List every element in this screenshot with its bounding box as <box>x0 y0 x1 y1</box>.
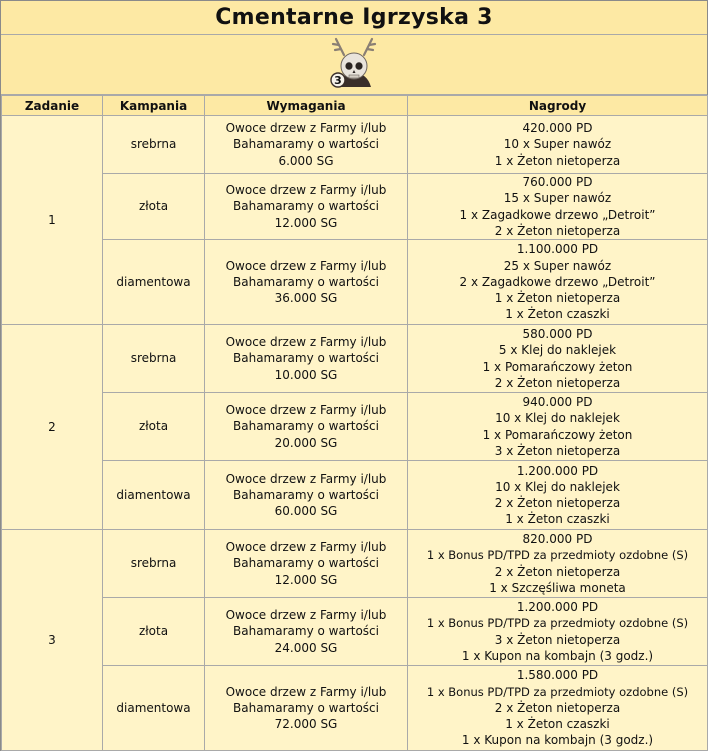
table-row <box>2 116 708 174</box>
rewards-cell <box>408 240 708 325</box>
header-rewards: Nagrody <box>408 96 708 116</box>
rewards-cell <box>408 393 708 461</box>
requirement-line: 20.000 SG <box>274 435 338 450</box>
table-row <box>2 461 708 530</box>
requirement-line: Owoce drzew z Farmy i/lub <box>225 684 387 699</box>
rewards-cell <box>408 116 708 174</box>
requirement-line: 12.000 SG <box>274 215 338 230</box>
reward-line: 1 x Kupon na kombajn (3 godz.) <box>461 648 654 663</box>
reward-line: 1 x Żeton nietoperza <box>494 153 621 168</box>
reward-line: 1.100.000 PD <box>516 242 599 257</box>
table-row <box>2 325 708 393</box>
reward-line: 1 x Żeton czaszki <box>505 307 610 322</box>
requirement-line: Bahamaramy o wartości <box>233 137 379 152</box>
requirement-line: Bahamaramy o wartości <box>233 351 379 366</box>
skull-with-antlers-icon <box>327 35 381 93</box>
reward-line: 1 x Pomarańczowy żeton <box>482 427 633 442</box>
campaign-cell: srebrna <box>103 325 205 393</box>
reward-line: 940.000 PD <box>522 395 593 410</box>
rewards-cell <box>408 461 708 530</box>
header-requirements: Wymagania <box>205 96 408 116</box>
reward-line: 1.200.000 PD <box>516 600 599 615</box>
reward-line: 820.000 PD <box>522 532 593 547</box>
requirement-line: Owoce drzew z Farmy i/lub <box>225 403 387 418</box>
campaign-cell: srebrna <box>103 530 205 598</box>
requirement-line: 10.000 SG <box>274 367 338 382</box>
requirement-line: 60.000 SG <box>274 504 338 519</box>
requirement-line: Bahamaramy o wartości <box>233 487 379 502</box>
requirement-line: 6.000 SG <box>278 153 334 168</box>
reward-line: 1 x Zagadkowe drzewo „Detroit” <box>459 207 656 222</box>
rewards-cell <box>408 325 708 393</box>
table-header-row <box>2 96 708 116</box>
reward-line: 1 x Żeton czaszki <box>505 512 610 527</box>
table-row <box>2 666 708 751</box>
emblem-badge-number: 3 <box>334 74 342 87</box>
rewards-cell <box>408 598 708 666</box>
title-bar <box>1 1 707 35</box>
requirements-cell <box>205 116 408 174</box>
requirement-line: 36.000 SG <box>274 291 338 306</box>
rewards-cell <box>408 530 708 598</box>
requirements-cell <box>205 666 408 751</box>
reward-line: 420.000 PD <box>522 121 593 136</box>
reward-line: 2 x Żeton nietoperza <box>494 496 621 510</box>
requirement-line: Bahamaramy o wartości <box>233 624 379 639</box>
reward-line: 1 x Bonus PD/TPD za przedmioty ozdobne (S) <box>426 684 689 699</box>
reward-line: 580.000 PD <box>522 327 593 342</box>
requirement-line: Bahamaramy o wartości <box>233 274 379 289</box>
reward-line: 5 x Klej do naklejek <box>498 343 617 358</box>
campaign-cell: diamentowa <box>103 666 205 751</box>
requirements-cell <box>205 461 408 530</box>
reward-line: 10 x Klej do naklejek <box>495 479 620 494</box>
reward-line: 1 x Żeton nietoperza <box>494 291 621 306</box>
reward-line: 1.580.000 PD <box>516 668 599 683</box>
task-number: 3 <box>2 530 103 751</box>
reward-line: 1 x Bonus PD/TPD za przedmioty ozdobne (S) <box>426 616 689 631</box>
table-row <box>2 174 708 240</box>
reward-line: 1 x Szczęśliwa moneta <box>489 580 626 595</box>
campaign-cell: złota <box>103 393 205 461</box>
requirement-line: Owoce drzew z Farmy i/lub <box>225 335 387 350</box>
table-row <box>2 530 708 598</box>
campaign-cell: złota <box>103 598 205 666</box>
reward-line: 760.000 PD <box>522 175 593 190</box>
requirement-line: Bahamaramy o wartości <box>233 199 379 214</box>
table-row <box>2 598 708 666</box>
reward-line: 1.200.000 PD <box>516 463 599 478</box>
requirements-cell <box>205 325 408 393</box>
reward-line: 1 x Żeton czaszki <box>505 717 610 732</box>
requirements-cell <box>205 530 408 598</box>
requirements-cell <box>205 393 408 461</box>
requirement-line: Bahamaramy o wartości <box>233 556 379 571</box>
campaign-cell: srebrna <box>103 116 205 174</box>
requirement-line: Owoce drzew z Farmy i/lub <box>225 608 387 623</box>
requirements-cell <box>205 174 408 240</box>
header-task: Zadanie <box>2 96 103 116</box>
reward-line: 25 x Super nawóz <box>503 258 612 273</box>
requirement-line: Owoce drzew z Farmy i/lub <box>225 540 387 555</box>
reward-line: 1 x Pomarańczowy żeton <box>482 359 633 374</box>
requirement-line: 24.000 SG <box>274 640 338 655</box>
requirement-line: 72.000 SG <box>274 717 338 732</box>
reward-line: 3 x Żeton nietoperza <box>494 443 621 458</box>
reward-line: 1 x Kupon na kombajn (3 godz.) <box>461 733 654 748</box>
requirements-cell <box>205 598 408 666</box>
reward-line: 15 x Super nawóz <box>503 191 612 206</box>
reward-line: 2 x Żeton nietoperza <box>494 375 621 390</box>
requirements-cell <box>205 240 408 325</box>
table-row <box>2 393 708 461</box>
reward-line: 3 x Żeton nietoperza <box>494 632 621 647</box>
reward-line: 2 x Żeton nietoperza <box>494 700 621 715</box>
campaign-cell: diamentowa <box>103 240 205 325</box>
reward-line: 2 x Żeton nietoperza <box>494 223 621 238</box>
requirement-line: 12.000 SG <box>274 572 338 587</box>
task-number: 2 <box>2 325 103 530</box>
requirement-line: Bahamaramy o wartości <box>233 419 379 434</box>
requirement-line: Bahamaramy o wartości <box>233 700 379 715</box>
table-row <box>2 240 708 325</box>
requirement-line: Owoce drzew z Farmy i/lub <box>225 183 387 198</box>
requirement-line: Owoce drzew z Farmy i/lub <box>225 471 387 486</box>
page-title: Cmentarne Igrzyska 3 <box>215 5 493 30</box>
rewards-table <box>1 95 708 751</box>
rewards-cell <box>408 174 708 240</box>
reward-line: 2 x Zagadkowe drzewo „Detroit” <box>459 274 656 289</box>
reward-line: 10 x Super nawóz <box>503 137 612 152</box>
header-campaign: Kampania <box>103 96 205 116</box>
campaign-cell: diamentowa <box>103 461 205 530</box>
requirement-line: Owoce drzew z Farmy i/lub <box>225 121 387 136</box>
reward-line: 1 x Bonus PD/TPD za przedmioty ozdobne (S) <box>426 548 689 563</box>
task-number: 1 <box>2 116 103 325</box>
reward-line: 2 x Żeton nietoperza <box>494 564 621 579</box>
reward-line: 10 x Klej do naklejek <box>495 411 620 426</box>
emblem-area <box>1 35 707 95</box>
rewards-cell <box>408 666 708 751</box>
campaign-cell: złota <box>103 174 205 240</box>
requirement-line: Owoce drzew z Farmy i/lub <box>225 258 387 273</box>
